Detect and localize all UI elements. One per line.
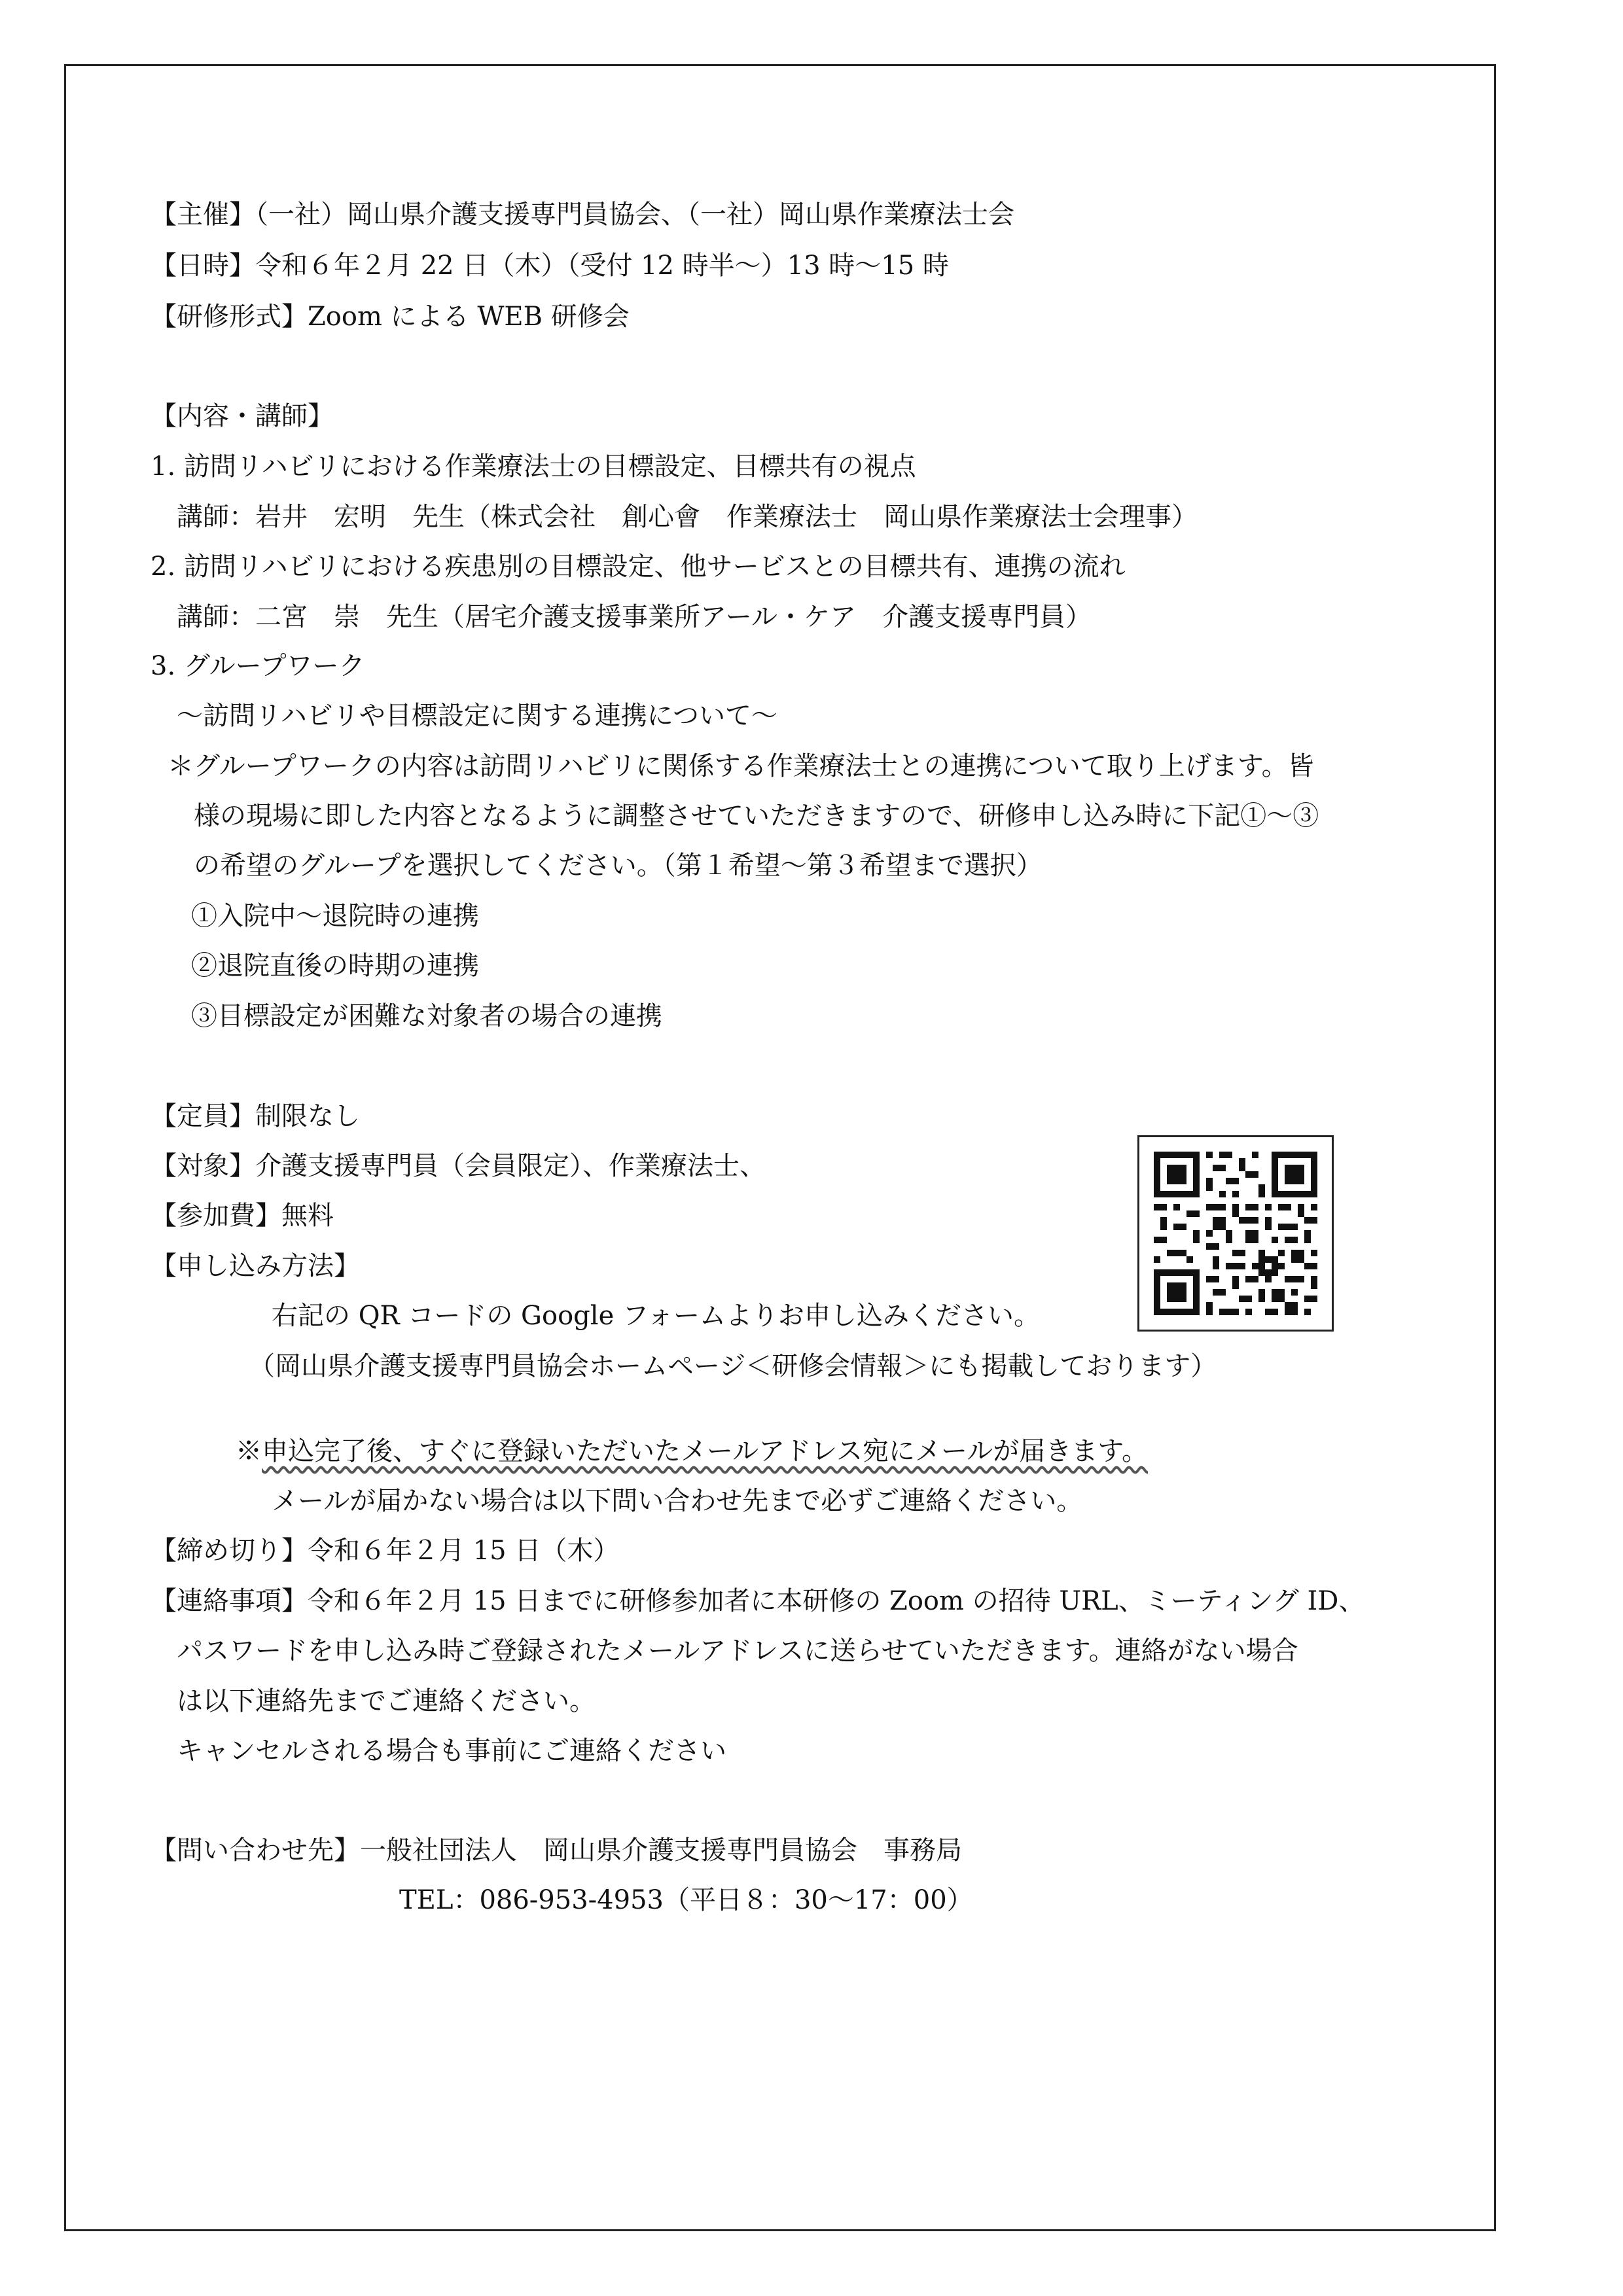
organizer-line: 【主催】（一社）岡山県介護支援専門員協会、（一社）岡山県作業療法士会 bbox=[151, 200, 1014, 230]
datetime-line: 【日時】令和６年２月 22 日（木）（受付 12 時半～）13 時～15 時 bbox=[151, 251, 949, 281]
item-3-subtitle: ～訪問リハビリや目標設定に関する連携について～ bbox=[177, 701, 777, 731]
item-1: 1. 訪問リハビリにおける作業療法士の目標設定、目標共有の視点 bbox=[151, 451, 916, 482]
contact-line-3: は以下連絡先までご連絡ください。 bbox=[177, 1686, 596, 1716]
apply-line-2: （岡山県介護支援専門員協会ホームページ＜研修会情報＞にも掲載しております） bbox=[249, 1351, 1217, 1381]
gw-note-line-2: 様の現場に即した内容となるように調整させていただきますので、研修申し込み時に下記①～③ bbox=[194, 801, 1319, 831]
item-2-lecturer: 講師：二宮 崇 先生（居宅介護支援事業所アール・ケア 介護支援専門員） bbox=[177, 602, 1092, 632]
group-option-2: ②退院直後の時期の連携 bbox=[191, 951, 479, 981]
qr-code[interactable] bbox=[1137, 1135, 1334, 1332]
note-mark: ※ bbox=[236, 1436, 262, 1466]
inquiry-line: 【問い合わせ先】一般社団法人 岡山県介護支援専門員協会 事務局 bbox=[151, 1835, 962, 1865]
tel-line: TEL：086-953-4953（平日８：30～17：00） bbox=[399, 1885, 973, 1915]
item-1-lecturer: 講師：岩井 宏明 先生（株式会社 創心會 作業療法士 岡山県作業療法士会理事） bbox=[177, 502, 1198, 532]
gw-note-line-1: ＊グループワークの内容は訪問リハビリに関係する作業療法士との連携について取り上げます。皆 bbox=[168, 751, 1314, 781]
mail-note-line-2: メールが届かない場合は以下問い合わせ先まで必ずご連絡ください。 bbox=[272, 1486, 1083, 1516]
mail-note-text: 申込完了後、すぐに登録いただいたメールアドレス宛にメールが届きます。 bbox=[262, 1436, 1148, 1466]
apply-heading: 【申し込み方法】 bbox=[151, 1251, 360, 1281]
capacity-line: 【定員】制限なし bbox=[151, 1101, 360, 1131]
target-line: 【対象】介護支援専門員（会員限定）、作業療法士、 bbox=[151, 1151, 766, 1181]
qr-code-icon bbox=[1154, 1152, 1317, 1315]
contact-line-1: 【連絡事項】令和６年２月 15 日までに研修参加者に本研修の Zoom の招待 URL、ミーティング ID、 bbox=[151, 1586, 1365, 1616]
gw-note-line-3: の希望のグループを選択してください。（第１希望～第３希望まで選択） bbox=[194, 851, 1043, 881]
mail-note-line-1 bbox=[236, 1433, 1148, 1470]
apply-line-1: 右記の QR コードの Google フォームよりお申し込みください。 bbox=[272, 1301, 1040, 1331]
contact-line-2: パスワードを申し込み時ご登録されたメールアドレスに送らせていただきます。連絡がない場合 bbox=[177, 1636, 1298, 1666]
item-2: 2. 訪問リハビリにおける疾患別の目標設定、他サービスとの目標共有、連携の流れ bbox=[151, 552, 1126, 582]
format-line: 【研修形式】Zoom による WEB 研修会 bbox=[151, 302, 630, 332]
contact-line-4: キャンセルされる場合も事前にご連絡ください bbox=[177, 1736, 726, 1766]
fee-line: 【参加費】無料 bbox=[151, 1201, 334, 1231]
group-option-3: ③目標設定が困難な対象者の場合の連携 bbox=[191, 1001, 662, 1031]
content-heading: 【内容・講師】 bbox=[151, 401, 334, 431]
group-option-1: ①入院中～退院時の連携 bbox=[191, 901, 479, 931]
item-3: 3. グループワーク bbox=[151, 651, 365, 681]
deadline-line: 【締め切り】令和６年２月 15 日（木） bbox=[151, 1536, 620, 1566]
